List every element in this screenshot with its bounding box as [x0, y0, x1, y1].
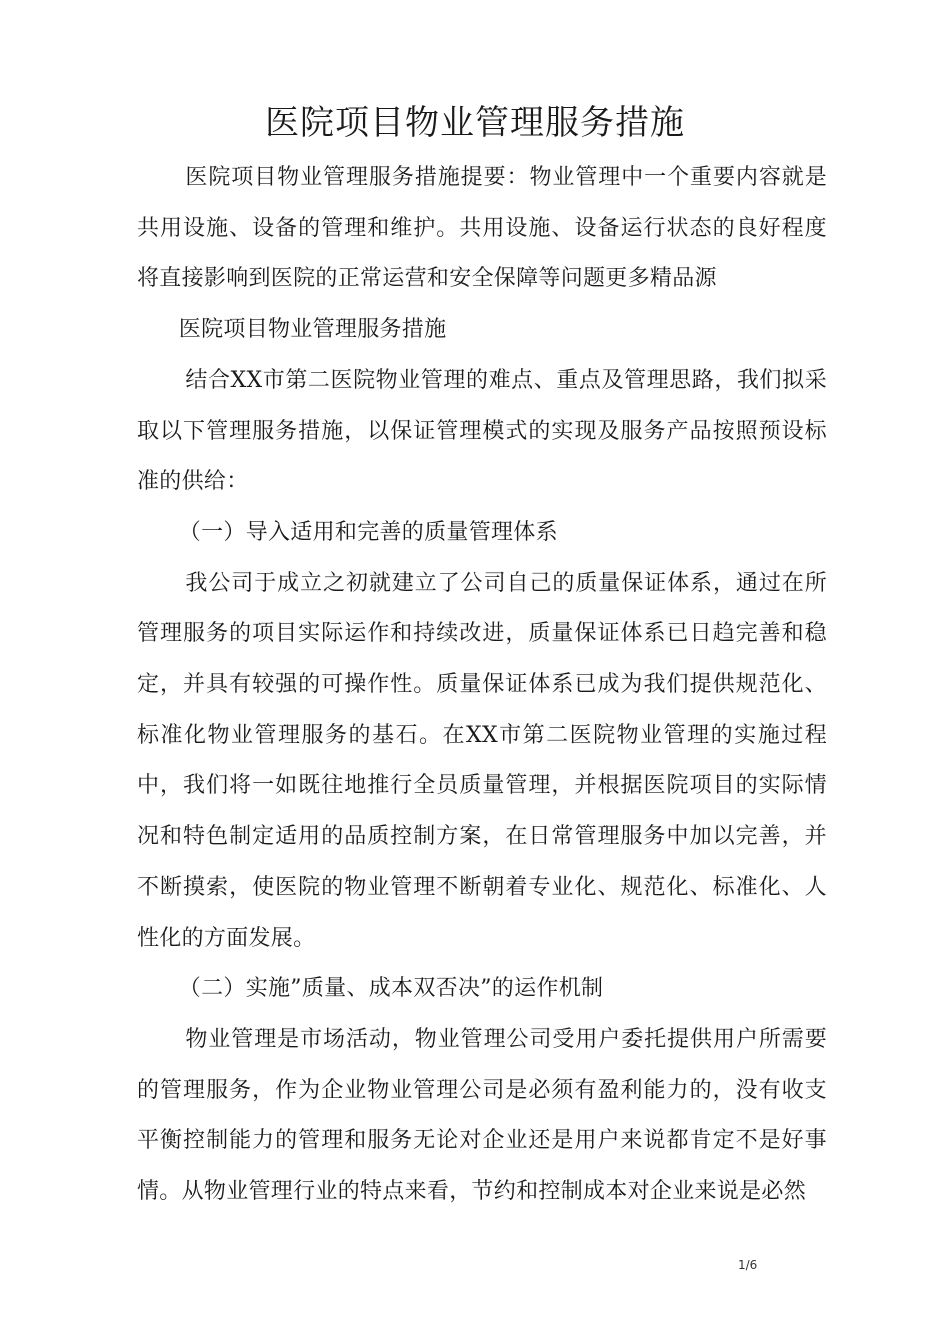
paragraph-dual-veto: 物业管理是市场活动，物业管理公司受用户委托提供用户所需要的管理服务，作为企业物业管理公司是必须有盈利能力的，没有收支平衡控制能力的管理和服务无论对企业还是用户来说都肯定不是好事情。从物业管理行业的特点来看，节约和控制成本对企业来说是必然 [137, 1026, 827, 1205]
paragraph-intro: 结合XX市第二医院物业管理的难点、重点及管理思路，我们拟采取以下管理服务措施，以保证管理模式的实现及服务产品按照预设标准的供给： [137, 367, 827, 495]
paragraph-quality-system: 我公司于成立之初就建立了公司自己的质量保证体系，通过在所管理服务的项目实际运作和持续改进，质量保证体系已日趋完善和稳定，并具有较强的可操作性。质量保证体系已成为我们提供规范化、标准化物业管理服务的基石。在XX市第二医院物业管理的实施过程中，我们将一如既往地推行全员质量管理，并根据医院项目的实际情况和特色制定适用的品质控制方案，在日常管理服务中加以完善，并不断摸索，使医院的物业管理不断朝着专业化、规范化、标准化、人性化的方面发展。 [137, 570, 827, 951]
heading-quality-system: （一）导入适用和完善的质量管理体系 [178, 519, 558, 545]
paragraph-section-title: 医院项目物业管理服务措施 [178, 317, 447, 343]
page-number: 1/6 [738, 1258, 758, 1272]
paragraph-summary: 医院项目物业管理服务措施提要：物业管理中一个重要内容就是共用设施、设备的管理和维护。共用设施、设备运行状态的良好程度将直接影响到医院的正常运营和安全保障等问题更多精品源 [137, 165, 827, 292]
document-body [137, 153, 827, 1218]
document-title: 医院项目物业管理服务措施 [265, 103, 685, 143]
heading-dual-veto: （二）实施”质量、成本双否决”的运作机制 [178, 976, 604, 1002]
